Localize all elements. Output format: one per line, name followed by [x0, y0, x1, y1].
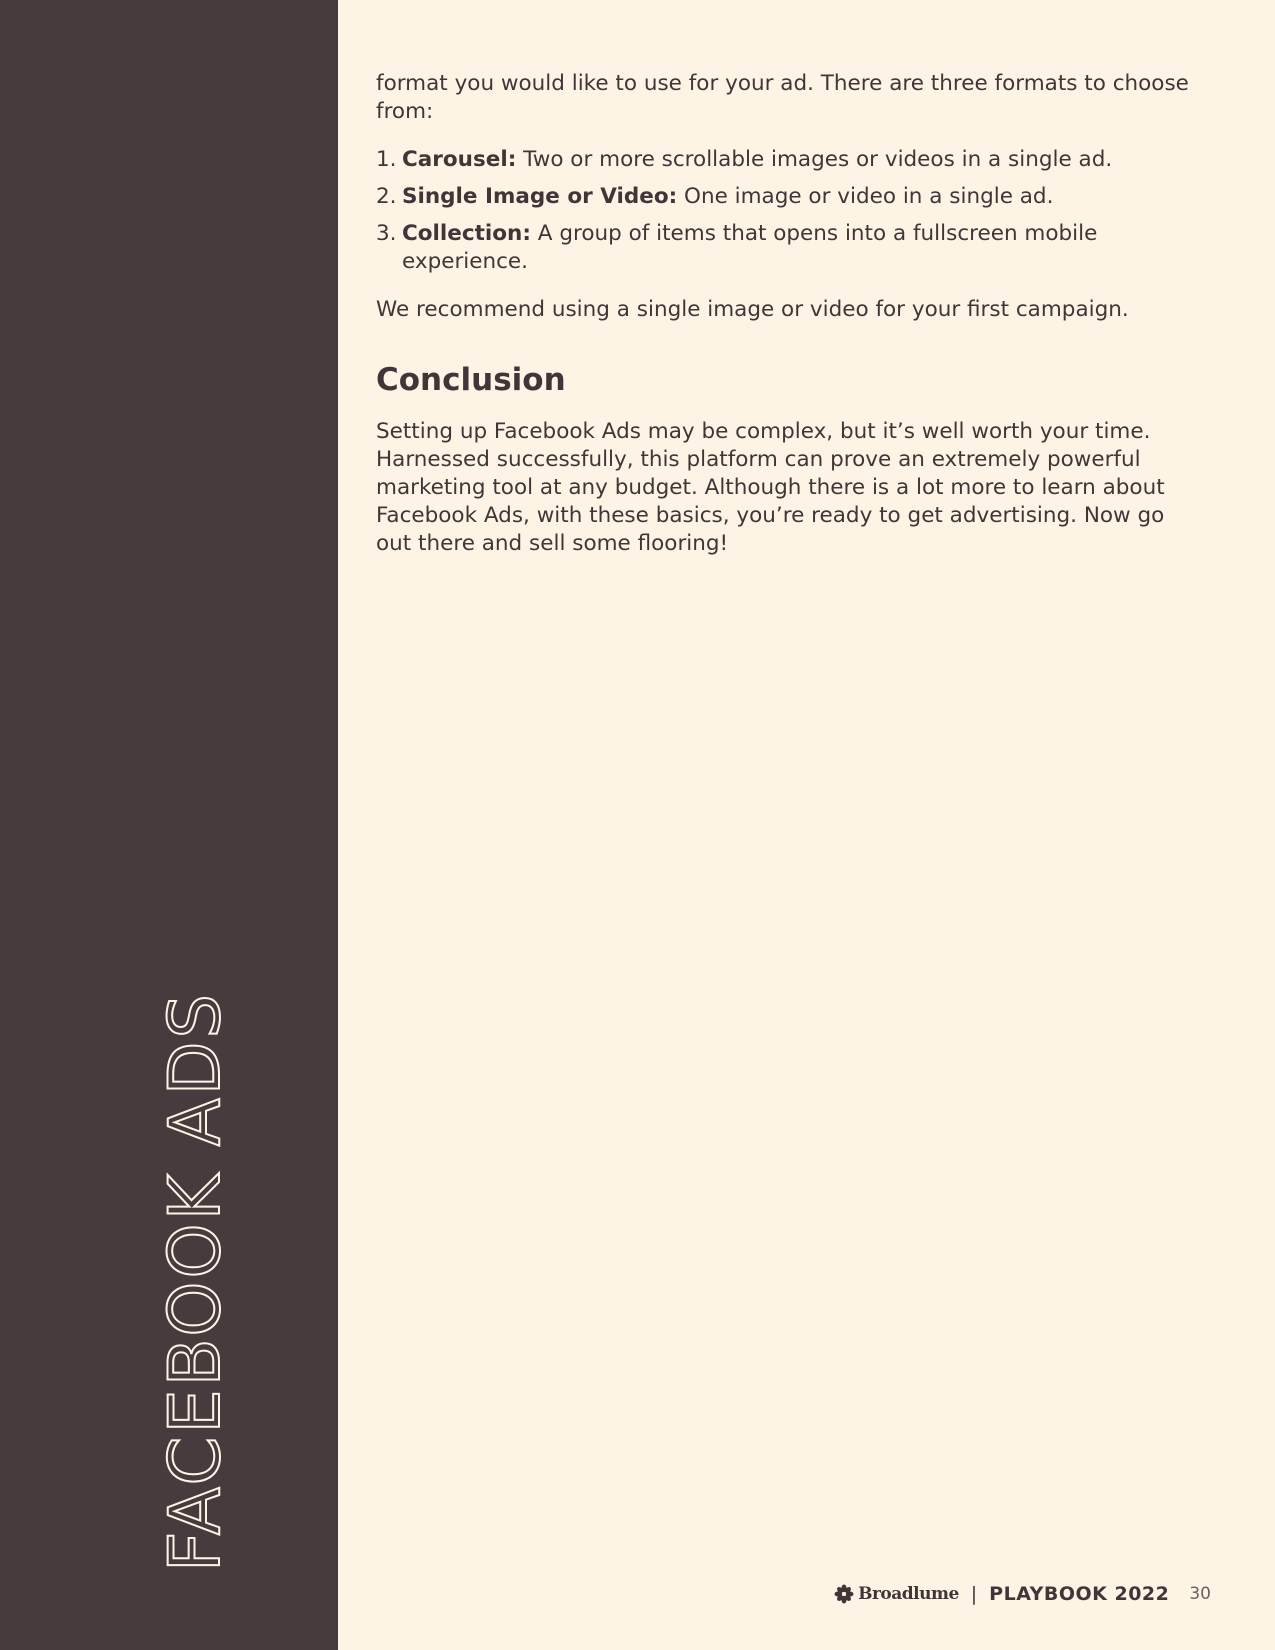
conclusion-heading: Conclusion	[376, 362, 566, 398]
conclusion-paragraph: Setting up Facebook Ads may be complex, but it’s well worth your time. Harnessed successfully, this platform can prove an extremely powerful marketing tool at any budget. Although there is a lot more to learn about Facebook Ads, with these basics, you’re ready to get advertising. Now go out there and sell some flooring!	[376, 419, 1165, 556]
list-item-text: Two or more scrollable images or videos in a single ad.	[516, 147, 1113, 172]
page-number: 30	[1189, 1584, 1211, 1604]
list-item-text: A group of items that opens into a fullscreen mobile experience.	[402, 221, 1098, 274]
list-item-number: 3.	[376, 221, 397, 246]
flower-logo-icon	[834, 1584, 854, 1604]
sidebar-title: FACEBOOK ADS	[154, 991, 236, 1572]
brand-name: Broadlume	[858, 1584, 959, 1604]
list-item	[376, 183, 1206, 211]
list-item	[376, 220, 1206, 276]
list-item-number: 1.	[376, 147, 397, 172]
sidebar	[0, 0, 338, 1650]
list-item-label: Collection:	[402, 221, 531, 246]
formats-list	[376, 146, 1206, 276]
intro-paragraph: format you would like to use for your ad. There are three formats to choose from:	[376, 71, 1189, 124]
playbook-title: PLAYBOOK 2022	[989, 1583, 1170, 1605]
page-footer	[834, 1583, 1211, 1605]
list-item-label: Single Image or Video:	[402, 184, 678, 209]
list-item	[376, 146, 1206, 174]
list-item-label: Carousel:	[402, 147, 517, 172]
recommendation-paragraph: We recommend using a single image or video for your first campaign.	[376, 297, 1129, 322]
main-content	[376, 70, 1206, 558]
list-item-number: 2.	[376, 184, 397, 209]
list-item-text: One image or video in a single ad.	[677, 184, 1054, 209]
footer-separator: |	[970, 1583, 978, 1605]
